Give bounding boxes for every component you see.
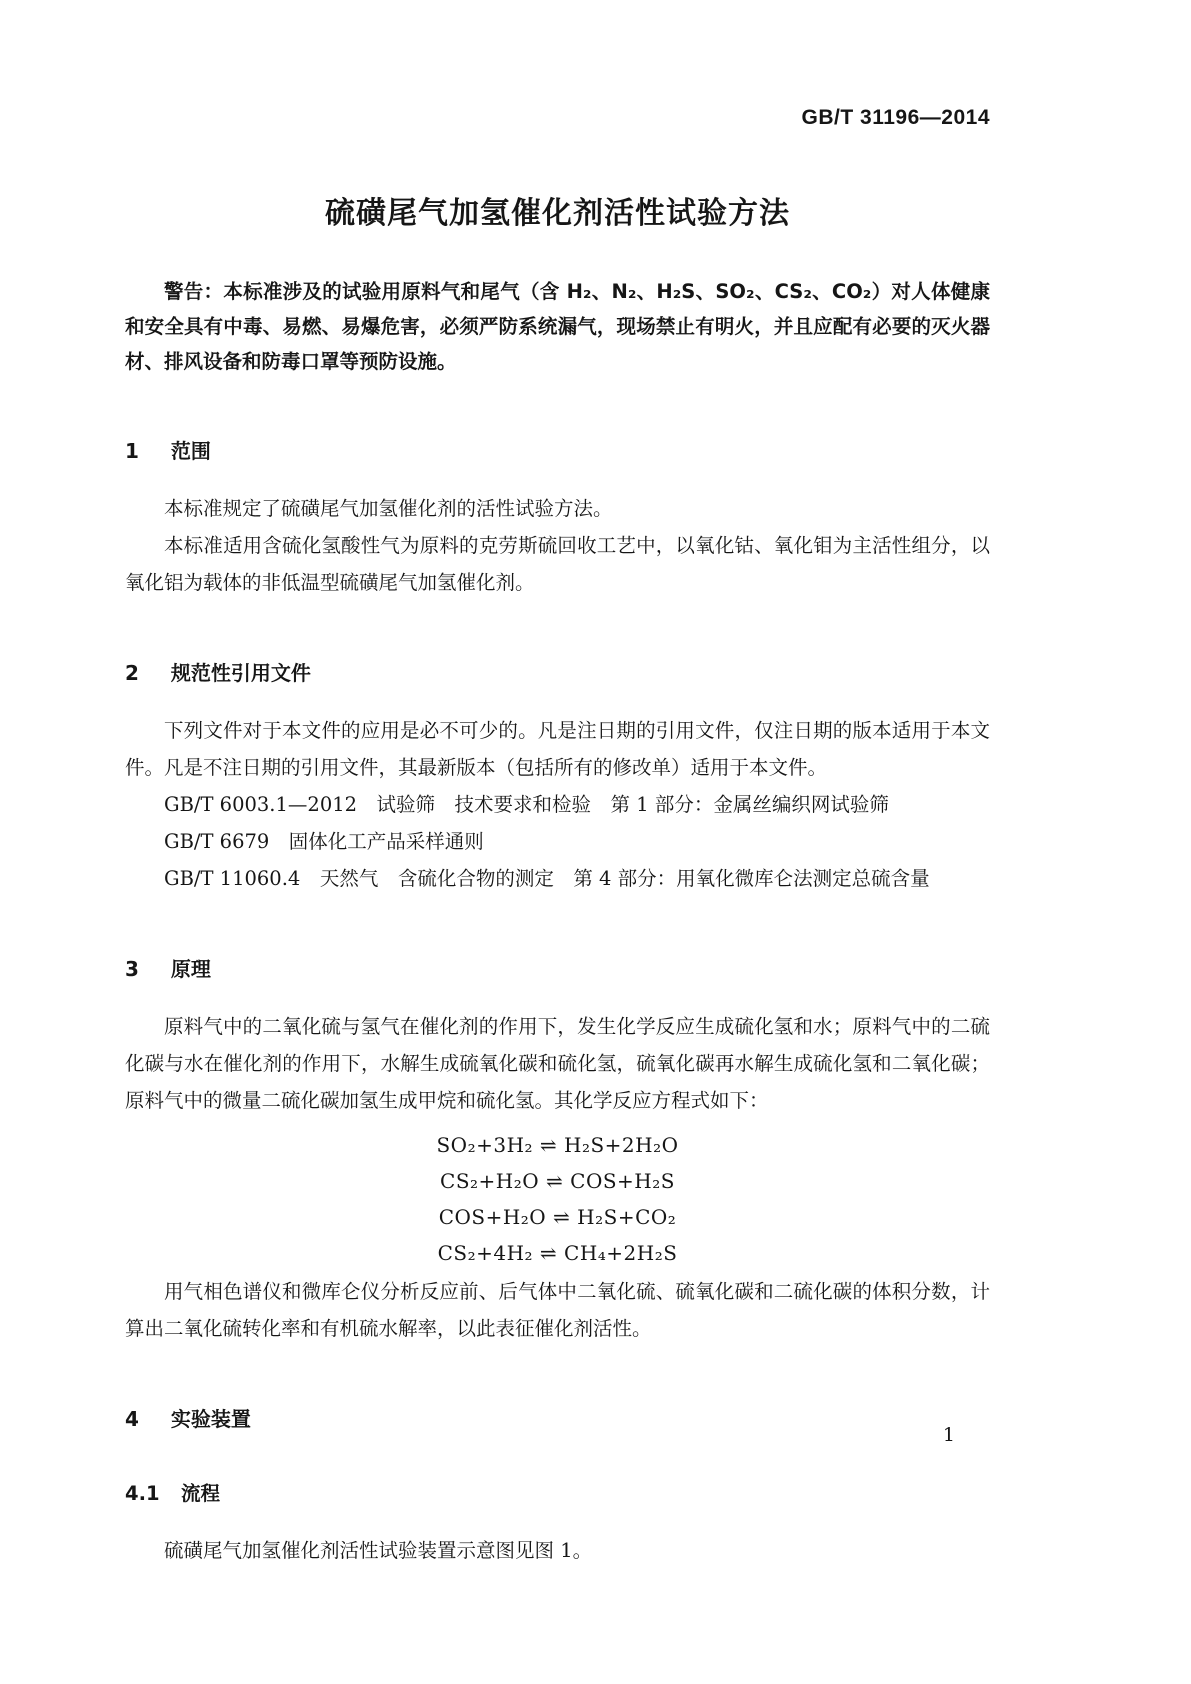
- chemical-equation-1: SO₂+3H₂ ⇌ H₂S+2H₂O: [436, 1133, 679, 1157]
- chemical-equation-4: CS₂+4H₂ ⇌ CH₄+2H₂S: [437, 1241, 678, 1265]
- section-4-heading: [125, 1403, 990, 1432]
- section-2-paragraph-1: 下列文件对于本文件的应用是必不可少的。凡是注日期的引用文件，仅注日期的版本适用于本文件。凡是不注日期的引用文件，其最新版本（包括所有的修改单）适用于本文件。: [125, 719, 990, 779]
- reference-item-1: GB/T 6003.1—2012 试验筛 技术要求和检验 第 1 部分：金属丝编织网试验筛: [164, 793, 889, 816]
- section-1-paragraph-1: 本标准规定了硫磺尾气加氢催化剂的活性试验方法。: [164, 497, 613, 520]
- section-3-heading: [125, 953, 990, 982]
- chemical-equation-3: COS+H₂O ⇌ H₂S+CO₂: [438, 1205, 677, 1229]
- page-number: 1: [942, 1424, 955, 1446]
- section-3-number: 3: [125, 957, 139, 981]
- chemical-equations: [125, 1127, 990, 1271]
- document-title: 硫磺尾气加氢催化剂活性试验方法: [325, 196, 790, 231]
- standard-number: GB/T 31196—2014: [801, 106, 990, 129]
- section-2-heading: [125, 657, 990, 686]
- chemical-equation-2: CS₂+H₂O ⇌ COS+H₂S: [440, 1169, 675, 1193]
- section-3-paragraph-2: 用气相色谱仪和微库仑仪分析反应前、后气体中二氧化硫、硫氧化碳和二硫化碳的体积分数，计算出二氧化硫转化率和有机硫水解率，以此表征催化剂活性。: [125, 1280, 990, 1340]
- warning-paragraph: 警告：本标准涉及的试验用原料气和尾气（含 H₂、N₂、H₂S、SO₂、CS₂、CO₂）对人体健康和安全具有中毒、易燃、易爆危害，必须严防系统漏气，现场禁止有明火，并且应配有必要的灭火器材、排风设备和防毒口罩等预防设施。: [125, 280, 990, 373]
- section-3-paragraph-1: 原料气中的二氧化硫与氢气在催化剂的作用下，发生化学反应生成硫化氢和水；原料气中的二硫化碳与水在催化剂的作用下，水解生成硫氧化碳和硫化氢，硫氧化碳再水解生成硫化氢和二氧化碳；原料气中的微量二硫化碳加氢生成甲烷和硫化氢。其化学反应方程式如下：: [125, 1015, 990, 1112]
- section-1-title: 范围: [170, 439, 211, 463]
- section-1-heading: [125, 435, 990, 464]
- reference-item-3: GB/T 11060.4 天然气 含硫化合物的测定 第 4 部分：用氧化微库仑法测定总硫含量: [164, 867, 930, 890]
- section-2-title: 规范性引用文件: [170, 661, 311, 685]
- section-2-number: 2: [125, 661, 139, 685]
- section-1-paragraph-2: 本标准适用含硫化氢酸性气为原料的克劳斯硫回收工艺中，以氧化钴、氧化钼为主活性组分，以氧化铝为载体的非低温型硫磺尾气加氢催化剂。: [125, 534, 990, 594]
- section-4-number: 4: [125, 1407, 139, 1431]
- section-4-1-title: 流程: [180, 1482, 220, 1505]
- section-4-1-paragraph-1: 硫磺尾气加氢催化剂活性试验装置示意图见图 1。: [164, 1539, 593, 1562]
- reference-item-2: GB/T 6679 固体化工产品采样通则: [164, 830, 484, 853]
- section-1-number: 1: [125, 439, 139, 463]
- section-4-title: 实验装置: [170, 1407, 251, 1431]
- section-4-1-heading: [125, 1478, 990, 1506]
- section-4-1-number: 4.1: [125, 1482, 160, 1505]
- section-3-title: 原理: [170, 957, 211, 981]
